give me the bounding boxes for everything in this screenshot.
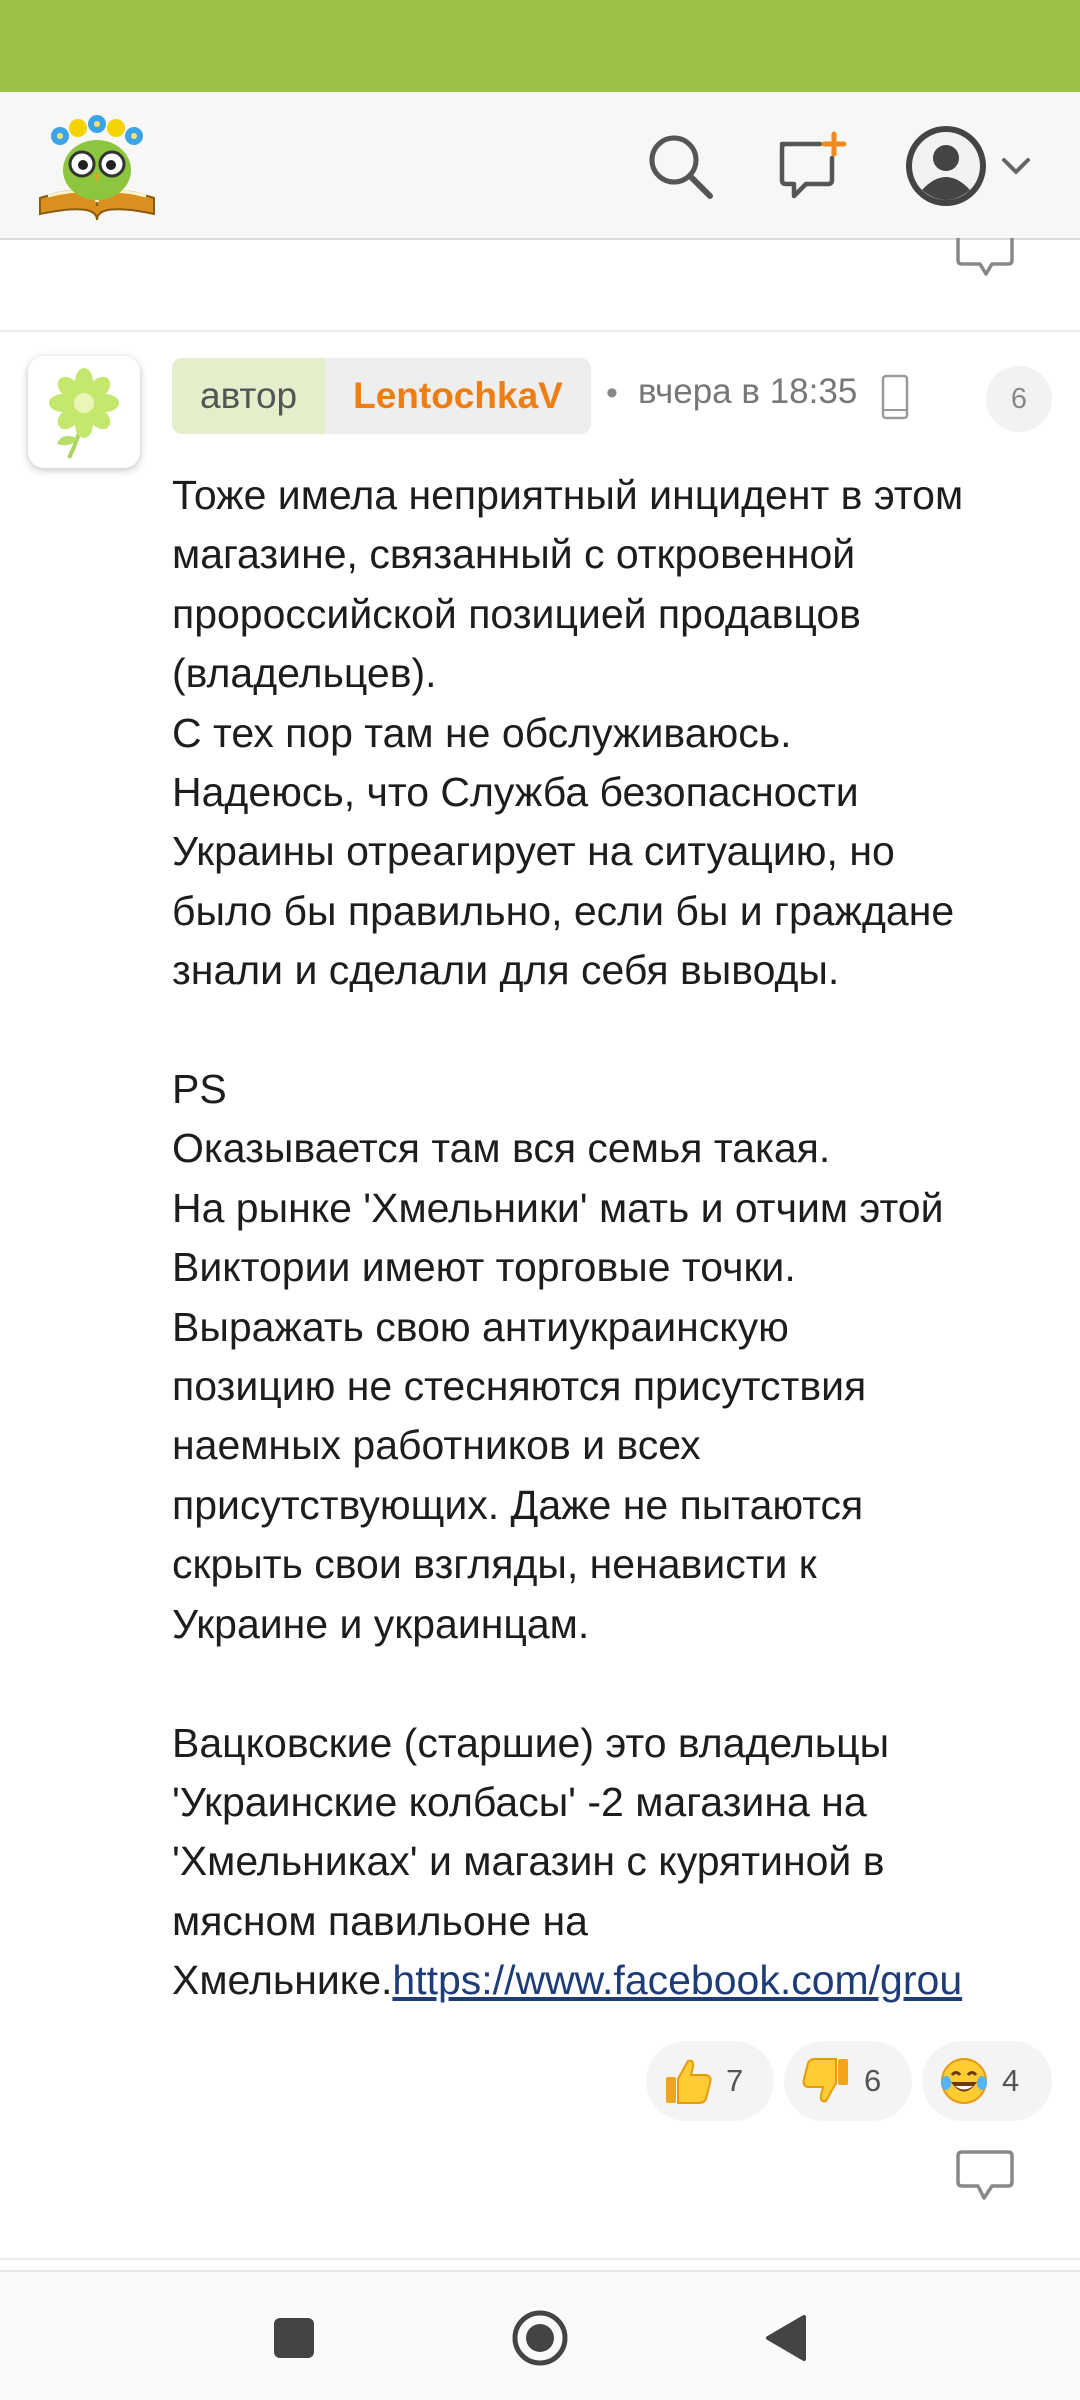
comment-line: (владельцев). <box>172 650 437 697</box>
comment-line: Тоже имела неприятный инцидент в этом <box>172 472 964 518</box>
comment-line: присутствующих. Даже не пытаются <box>172 1481 864 1528</box>
back-triangle-icon <box>762 2313 810 2363</box>
comment-line: 'Хмельниках' и магазин с курятиной в <box>172 1838 885 1885</box>
user-menu-button[interactable] <box>894 118 1044 214</box>
new-message-plus-icon <box>776 130 848 202</box>
commenter-avatar[interactable] <box>28 356 140 468</box>
bottom-divider <box>0 2258 1080 2260</box>
app-header <box>0 92 1080 240</box>
flower-avatar-icon <box>39 362 129 462</box>
site-logo-icon[interactable] <box>34 110 160 222</box>
home-button[interactable] <box>502 2300 578 2376</box>
comment-line: Украины отреагирует на ситуацию, но <box>172 828 895 875</box>
thumbs-down-icon <box>798 2053 854 2109</box>
comment-line: PS <box>172 1066 227 1113</box>
search-icon <box>644 130 716 202</box>
comment-line-text: Хмельнике. <box>172 1957 393 2004</box>
comment-line: Выражать свою антиукраинскую <box>172 1303 789 1350</box>
laughing-tears-emoji-icon <box>936 2053 992 2109</box>
comment-line: Оказывается там вся семья такая. <box>172 1125 831 1172</box>
meta-separator: • <box>606 374 618 412</box>
status-bar <box>0 0 1080 92</box>
comment-line: Надеюсь, что Служба безопасности <box>172 769 859 816</box>
user-avatar-icon <box>904 124 988 208</box>
reaction-thumbs-down-button[interactable] <box>784 2041 912 2121</box>
recents-square-icon <box>272 2316 316 2360</box>
comment-line <box>172 1001 1060 1060</box>
home-circle-icon <box>510 2308 570 2368</box>
facebook-link[interactable]: https://www.facebook.com/grou <box>392 1957 963 2004</box>
comment-timestamp[interactable]: вчера в 18:35 <box>638 372 858 411</box>
comment-line: С тех пор там не обслуживаюсь. <box>172 709 792 756</box>
comment-reply-icon[interactable] <box>952 2148 1018 2204</box>
recents-button[interactable] <box>256 2300 332 2376</box>
comment-line: 'Украинские колбасы' -2 магазина на <box>172 1778 867 1825</box>
back-button[interactable] <box>748 2300 824 2376</box>
smartphone-icon <box>880 374 910 420</box>
chevron-down-icon <box>998 148 1034 184</box>
reaction-count: 4 <box>1002 2063 1020 2098</box>
comment-line: Украине и украинцам. <box>172 1600 590 1647</box>
comment-line <box>172 1654 1060 1713</box>
comment-line: магазине, связанный с откровенной <box>172 531 856 578</box>
comment-line: знали и сделали для себя выводы. <box>172 947 840 994</box>
comment-line-with-link <box>172 1951 1060 2010</box>
reactions-bar <box>0 2041 1080 2121</box>
comment-line: наемных работников и всех <box>172 1422 701 1469</box>
comment-line: было бы правильно, если бы и граждане <box>172 887 955 934</box>
comment-line: На рынке 'Хмельники' мать и отчим этой <box>172 1184 944 1231</box>
new-message-button[interactable] <box>768 122 856 210</box>
author-tag: автор <box>172 358 325 434</box>
comment-line: Виктории имеют торговые точки. <box>172 1244 796 1291</box>
author-name-link[interactable]: LentochkaV <box>325 358 591 434</box>
search-button[interactable] <box>636 122 724 210</box>
comment-line: пророссийской позицией продавцов <box>172 590 861 637</box>
reaction-thumbs-up-button[interactable] <box>646 2041 774 2121</box>
comment-line: скрыть свои взгляды, ненависти к <box>172 1541 817 1588</box>
reaction-count: 7 <box>726 2063 744 2098</box>
comment-line: Вацковские (старшие) это владельцы <box>172 1719 890 1766</box>
reaction-laughing-tears-emoji-button[interactable] <box>922 2041 1052 2121</box>
comment-divider <box>0 330 1080 332</box>
comment-line: мясном павильоне на <box>172 1897 588 1944</box>
comment-text <box>172 466 1060 2011</box>
reaction-count: 6 <box>864 2063 882 2098</box>
previous-comment-reply-icon[interactable] <box>952 238 1018 282</box>
comment-number-badge[interactable]: 6 <box>986 366 1052 432</box>
comment-line: позицию не стесняются присутствия <box>172 1363 867 1410</box>
author-chip <box>172 358 591 434</box>
system-nav-bar <box>0 2270 1080 2400</box>
thumbs-up-icon <box>660 2053 716 2109</box>
